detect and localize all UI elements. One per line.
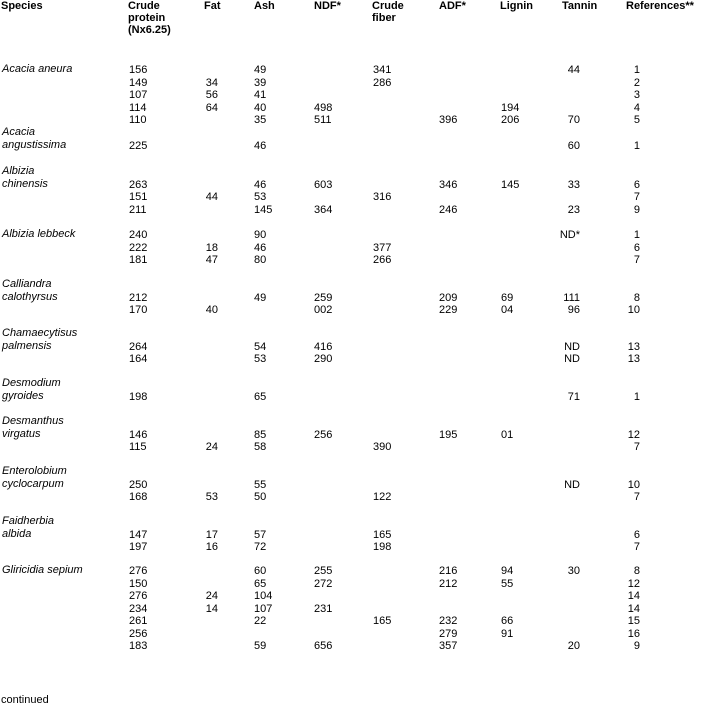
cell-ash: 53 [254,353,267,365]
cell-adf: 396 [439,114,458,126]
cell-references: 1 [633,229,640,241]
cell-ash: 65 [254,577,267,590]
cell-references: 13 [627,353,640,365]
cell-lignin: 01 [501,428,514,441]
cell-ash: 55 [254,478,267,491]
cell-crude-protein: 211 [129,203,147,216]
species-name: Albizia lebbeck [2,228,76,240]
cell-lignin: 206 [501,114,520,126]
cell-references: 6 [633,178,640,191]
cell-references: 1 [633,390,640,403]
cell-ndf: 255 [314,565,333,577]
cell-references: 1 [633,139,640,152]
cell-ash: 46 [254,241,267,254]
cell-references: 10 [627,304,640,316]
cell-references: 9 [633,203,640,216]
cell-references: 7 [633,254,640,266]
cell-crude-protein: 240 [129,229,148,241]
species-name: chinensis [2,177,48,190]
cell-lignin: 91 [501,627,514,640]
table-row [0,628,724,641]
cell-crude-protein: 110 [129,114,147,126]
table-row [0,204,724,217]
cell-adf: 246 [439,203,458,216]
cell-references: 6 [633,528,640,541]
cell-crude-protein: 256 [129,627,148,640]
cell-ash: 46 [254,178,267,191]
table-row [0,353,724,366]
cell-lignin: 194 [501,101,520,114]
cell-crude-fiber: 390 [373,441,392,453]
header-species: Species [1,0,43,12]
cell-fat: 44 [205,191,218,203]
cell-crude-protein: 156 [129,64,148,76]
cell-ash: 54 [254,340,267,353]
continued-note: continued [1,694,49,706]
cell-adf: 346 [439,178,458,191]
table-row [0,590,724,603]
cell-ash: 65 [254,390,267,403]
cell-ndf: 256 [314,428,333,441]
header-ndf: NDF* [314,0,341,12]
cell-crude-protein: 181 [129,254,148,266]
cell-ash: 40 [254,101,267,114]
table-row [0,441,724,454]
header-crude-protein-line1: Crude [128,0,160,12]
cell-fat: 53 [205,491,218,503]
cell-crude-protein: 276 [129,590,148,602]
cell-fat: 14 [205,602,218,615]
cell-ndf: 272 [314,577,333,590]
cell-crude-fiber: 165 [373,615,392,627]
cell-crude-protein: 183 [129,640,148,652]
species-name: Desmanthus [2,415,64,427]
cell-tannin: 60 [567,139,580,152]
cell-crude-fiber: 122 [373,491,392,503]
species-name: virgatus [2,427,41,440]
cell-tannin: ND [564,478,580,491]
header-crude-protein-line2: protein [128,12,166,24]
cell-references: 6 [633,241,640,254]
cell-crude-protein: 212 [129,291,148,304]
cell-references: 10 [627,478,640,491]
cell-crude-protein: 222 [129,241,148,254]
header-adf: ADF* [439,0,466,12]
cell-crude-fiber: 165 [373,528,392,541]
cell-crude-protein: 115 [129,441,147,453]
cell-references: 15 [627,615,640,627]
cell-references: 5 [633,114,640,126]
cell-fat: 24 [205,590,218,602]
cell-ash: 80 [254,254,267,266]
cell-crude-protein: 114 [129,101,147,114]
cell-references: 3 [633,89,640,101]
cell-references: 9 [633,640,640,652]
species-name: albida [2,527,32,540]
table-row [0,541,724,554]
cell-crude-protein: 170 [129,304,148,316]
cell-ash: 50 [254,491,267,503]
table-row [0,114,724,127]
table-row [0,640,724,653]
cell-adf: 229 [439,304,458,316]
table-row [0,64,724,77]
cell-adf: 357 [439,640,458,652]
header-crude-fiber-line1: Crude [372,0,404,12]
table-row [0,140,724,153]
cell-tannin: 30 [567,565,580,577]
cell-tannin: 20 [567,640,580,652]
cell-tannin: ND [564,340,580,353]
header-crude-protein [128,0,171,36]
cell-ndf: 364 [314,203,333,216]
cell-ash: 49 [254,291,267,304]
cell-fat: 24 [205,441,218,453]
cell-tannin: 23 [567,203,580,216]
species-name: Desmodium [2,377,61,389]
cell-ndf: 290 [314,353,333,365]
table-row [0,229,724,242]
species-name: palmensis [2,339,52,352]
cell-references: 16 [627,627,640,640]
cell-crude-protein: 146 [129,428,148,441]
species-name: angustissima [2,138,67,151]
cell-crude-protein: 149 [129,76,148,89]
cell-ndf: 259 [314,291,333,304]
table-row [0,254,724,267]
cell-ndf: 603 [314,178,333,191]
cell-lignin: 55 [501,577,514,590]
cell-fat: 16 [205,541,218,553]
cell-crude-protein: 151 [129,191,148,203]
table-row [0,77,724,90]
header-crude-protein-line3: (Nx6.25) [128,24,171,36]
table-row [0,191,724,204]
cell-ash: 72 [254,541,267,553]
cell-ndf: 656 [314,640,333,652]
species-name: Acacia [2,126,36,138]
species-name: cyclocarpum [2,477,64,490]
cell-ash: 49 [254,64,267,76]
cell-tannin: 33 [567,178,580,191]
cell-references: 7 [633,541,640,553]
cell-ash: 145 [254,203,273,216]
species-name: Chamaecytisus [2,327,78,339]
cell-ash: 53 [254,191,267,203]
cell-crude-fiber: 286 [373,76,392,89]
cell-lignin: 94 [501,565,514,577]
cell-crude-fiber: 341 [373,64,392,76]
cell-adf: 212 [439,577,458,590]
header-lignin: Lignin [500,0,533,12]
cell-crude-protein: 263 [129,178,148,191]
cell-crude-protein: 276 [129,565,148,577]
table-row [0,304,724,317]
species-name: calothyrsus [2,290,58,303]
species-name: Acacia aneura [2,63,73,75]
cell-ash: 22 [254,615,267,627]
table-row [0,578,724,591]
table-row [0,292,724,305]
cell-lignin: 69 [501,291,514,304]
cell-lignin: 145 [501,178,520,191]
cell-ndf: 416 [314,340,333,353]
cell-ndf: 498 [314,101,333,114]
table-row [0,341,724,354]
cell-references: 4 [633,101,640,114]
cell-tannin: 111 [563,291,580,304]
header-fat: Fat [204,0,221,12]
cell-references: 2 [633,76,640,89]
cell-fat: 17 [205,528,218,541]
cell-crude-protein: 147 [129,528,148,541]
species-name: gyroides [2,389,44,402]
table-row [0,529,724,542]
cell-fat: 64 [205,101,218,114]
table-row [0,102,724,115]
cell-crude-protein: 198 [129,390,148,403]
cell-references: 12 [627,428,640,441]
header-ash: Ash [254,0,275,12]
cell-crude-protein: 234 [129,602,148,615]
cell-tannin: 96 [567,304,580,316]
cell-adf: 216 [439,565,458,577]
table-row [0,429,724,442]
cell-crude-protein: 150 [129,577,148,590]
cell-tannin: 70 [567,114,580,126]
cell-ash: 85 [254,428,267,441]
cell-crude-protein: 197 [129,541,148,553]
cell-crude-fiber: 377 [373,241,392,254]
cell-ndf: 511 [314,114,332,126]
cell-fat: 40 [205,304,218,316]
cell-references: 14 [627,602,640,615]
cell-references: 8 [633,291,640,304]
header-tannin: Tannin [562,0,598,12]
cell-ash: 46 [254,139,267,152]
cell-lignin: 66 [501,615,514,627]
species-name: Faidherbia [2,515,54,527]
cell-tannin: 71 [567,390,580,403]
cell-ash: 60 [254,565,267,577]
table-row [0,615,724,628]
cell-fat: 56 [205,89,218,101]
cell-references: 1 [633,64,640,76]
cell-ash: 39 [254,76,267,89]
cell-crude-protein: 250 [129,478,148,491]
header-references: References** [626,0,694,12]
cell-ash: 59 [254,640,267,652]
cell-crude-protein: 168 [129,491,148,503]
species-name: Albizia [2,165,35,177]
cell-crude-fiber: 198 [373,541,392,553]
table-row [0,603,724,616]
cell-ash: 57 [254,528,267,541]
cell-crude-fiber: 266 [373,254,392,266]
cell-references: 14 [627,590,640,602]
cell-adf: 232 [439,615,458,627]
cell-ash: 107 [254,602,273,615]
cell-references: 13 [627,340,640,353]
cell-ash: 41 [254,89,267,101]
header-crude-fiber-line2: fiber [372,12,396,24]
cell-references: 7 [633,441,640,453]
cell-tannin: ND [564,353,580,365]
cell-adf: 279 [439,627,458,640]
cell-crude-protein: 261 [129,615,148,627]
cell-tannin: ND* [559,229,580,241]
cell-crude-protein: 225 [129,139,148,152]
species-name: Gliricidia sepium [2,564,83,576]
cell-fat: 47 [205,254,218,266]
cell-fat: 34 [205,76,218,89]
species-name: Enterolobium [2,465,67,477]
cell-references: 12 [627,577,640,590]
cell-references: 8 [633,565,640,577]
header-crude-fiber [372,0,404,24]
cell-adf: 195 [439,428,458,441]
cell-references: 7 [633,491,640,503]
table-row [0,242,724,255]
cell-crude-protein: 164 [129,353,148,365]
cell-ash: 104 [254,590,273,602]
cell-crude-protein: 107 [129,89,148,101]
table-row [0,89,724,102]
cell-adf: 209 [439,291,458,304]
table-row [0,179,724,192]
cell-ndf: 231 [314,602,333,615]
species-name: Calliandra [2,278,52,290]
table-row [0,479,724,492]
cell-ndf: 002 [314,304,333,316]
cell-tannin: 44 [567,64,580,76]
cell-ash: 58 [254,441,267,453]
cell-crude-protein: 264 [129,340,148,353]
cell-references: 7 [633,191,640,203]
table-row [0,391,724,404]
table-row [0,565,724,578]
cell-lignin: 04 [501,304,514,316]
cell-ash: 35 [254,114,267,126]
cell-ash: 90 [254,229,267,241]
cell-fat: 18 [205,241,218,254]
cell-crude-fiber: 316 [373,191,392,203]
table-row [0,491,724,504]
